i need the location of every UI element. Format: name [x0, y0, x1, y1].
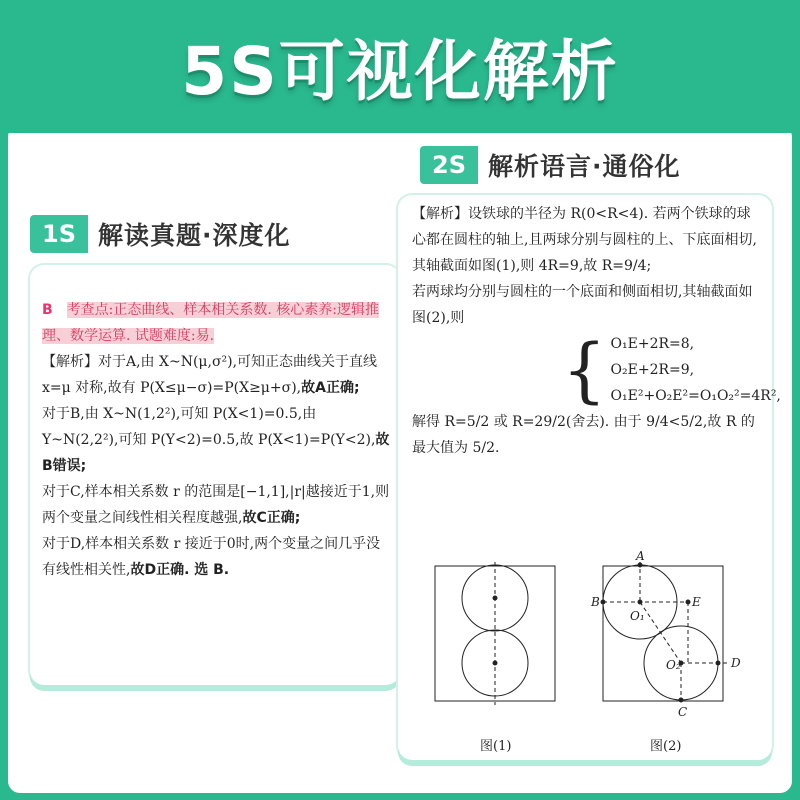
verdict-c: 故C正确; [242, 510, 301, 526]
point-labels [590, 549, 741, 719]
focus-note: 考查点:正态曲线、样本相关系数. 核心素养:逻辑推理、数学运算. 试题难度:易. [42, 302, 380, 344]
brace-glyph: { [562, 329, 607, 411]
tag-label: 解析语言·通俗化 [487, 152, 681, 181]
equation-3: O₁E²+O₂E²=O₁O₂²=4R², [610, 388, 781, 404]
equation-1: O₁E+2R=8, [610, 336, 695, 352]
figure-1-caption: 图(1) [480, 739, 512, 754]
figure-2-diagram [601, 562, 728, 702]
solution-text [412, 201, 781, 461]
figure-svg [398, 549, 772, 760]
section-tag-2s [420, 146, 680, 184]
solution-card-1s [30, 265, 400, 685]
center-point-lower [493, 661, 497, 665]
label-d: D [731, 656, 741, 670]
point-a [638, 563, 642, 567]
dash-o1o2 [640, 602, 681, 663]
label-a: A [636, 549, 645, 563]
point-c [679, 698, 683, 702]
analysis-b: 对于B,由 X~N(1,2²),可知 P(X<1)=0.5,由 Y~N(2,2²),可知 P(Y<2)=0.5,故 P(X<1)=P(Y<2), [42, 406, 376, 448]
paragraph-2: 若两球均分别与圆柱的一个底面和侧面相切,其轴截面如图(2),则 [412, 284, 753, 326]
label-e: E [692, 595, 701, 609]
equation-system [562, 329, 781, 411]
panel-band [8, 125, 792, 133]
figure-1-diagram [435, 562, 555, 705]
figure-2-caption: 图(2) [650, 739, 682, 754]
answer-line [42, 297, 392, 349]
verdict-b: 故B错误; [42, 432, 390, 474]
point-e [686, 600, 690, 604]
tag-label: 解读真题·深度化 [97, 221, 291, 250]
paragraph-1: 【解析】设铁球的半径为 R(0<R<4). 若两个铁球的球心都在圆柱的轴上,且两球分别与圆柱的上、下底面相切,其轴截面如图(1),则 4R=9,故 R=9/4; [412, 206, 757, 274]
label-b: B [591, 595, 600, 609]
center-point-upper [493, 596, 497, 600]
analysis-a: 【解析】对于A,由 X~N(μ,σ²),可知正态曲线关于直线 x=μ 对称,故有 P(X≤μ−σ)=P(X≥μ+σ), [42, 354, 378, 396]
paragraph-3: 解得 R=5/2 或 R=29/2(舍去). 由于 9/4<5/2,故 R 的最大值为 5/2. [412, 414, 755, 456]
point-d [716, 661, 720, 665]
analysis-d: 对于D,样本相关系数 r 接近于0时,两个变量之间几乎没有线性相关性, [42, 536, 381, 578]
label-o1: O₁ [630, 609, 645, 623]
tag-number: 2S [420, 146, 478, 184]
section-tag-1s [30, 215, 290, 253]
label-c: C [678, 705, 688, 719]
equations [611, 331, 781, 409]
tag-number: 1S [30, 215, 88, 253]
solution-text [42, 297, 392, 583]
analysis-c: 对于C,样本相关系数 r 的范围是[−1,1],|r|越接近于1,则两个变量之间线性相关程度越强, [42, 484, 390, 526]
point-o1 [638, 600, 642, 604]
figures [398, 549, 772, 760]
solution-card-2s [398, 195, 781, 760]
equation-2: O₂E+2R=9, [610, 362, 695, 378]
answer-letter: B [42, 302, 53, 318]
point-b [601, 600, 605, 604]
verdict-a: 故A正确; [301, 380, 360, 396]
verdict-d: 故D正确. 选 B. [130, 562, 230, 578]
label-o2: O₂ [666, 658, 681, 672]
page-title: 5S可视化解析 [181, 33, 619, 110]
